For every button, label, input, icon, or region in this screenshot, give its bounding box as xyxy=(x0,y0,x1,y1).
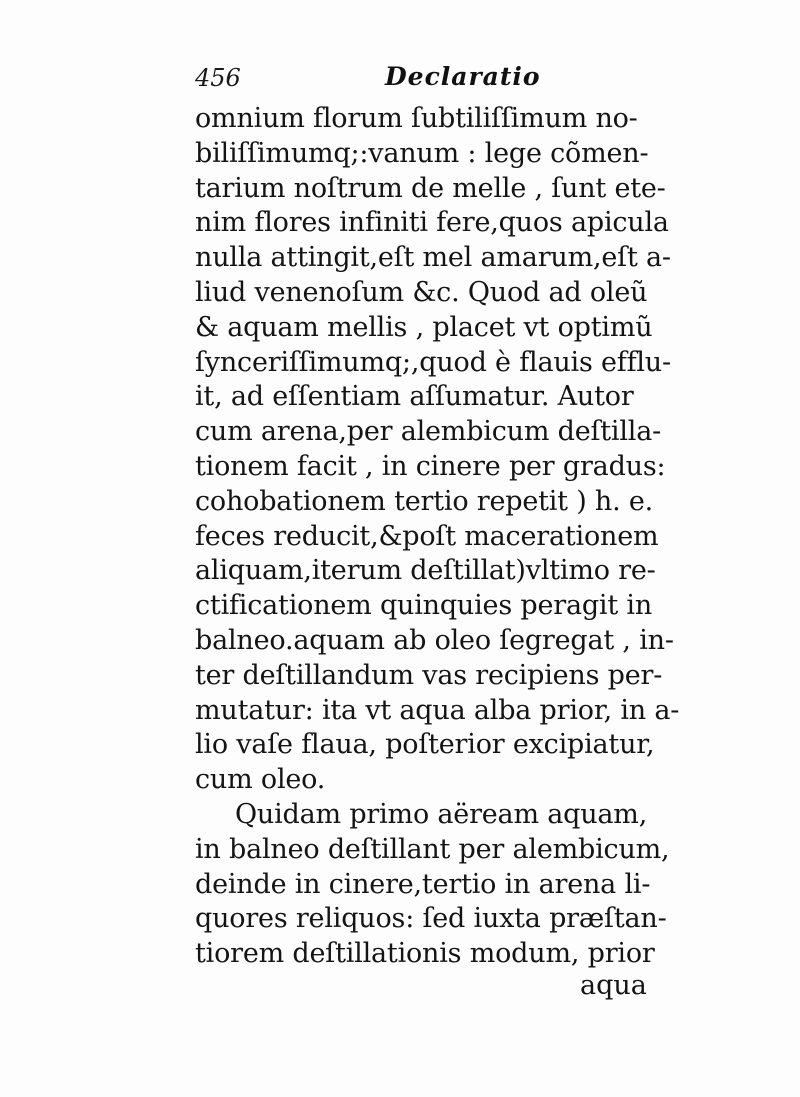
text-line: balneo.aquam ab oleo ſegregat , in- xyxy=(195,624,674,656)
text-line: it, ad eſſentiam aſſumatur. Autor xyxy=(195,381,634,413)
text-line: tionem facit , in cinere per gradus: xyxy=(195,450,666,482)
page-number: 456 xyxy=(195,64,241,92)
text-line: ſynceriſſimumq;,quod è flauis efflu- xyxy=(195,346,671,378)
paragraph-start-line: Quidam primo aëream aquam, xyxy=(235,798,648,830)
text-line: omnium florum ſubtiliſſimum no- xyxy=(195,103,638,134)
text-line: cum oleo. xyxy=(195,764,326,796)
text-line: deinde in cinere,tertio in arena li- xyxy=(195,868,651,900)
page-header xyxy=(195,58,655,98)
text-line: liud venenoſum &c. Quod ad oleũ xyxy=(195,276,648,308)
text-line: aliquam,iterum deſtillat)vltimo re- xyxy=(195,555,656,587)
text-line: ctificationem quinquies peragit in xyxy=(195,590,653,622)
text-line: in balneo deſtillant per alembicum, xyxy=(195,833,670,865)
text-line: nulla attingit,eſt mel amarum,eſt a- xyxy=(195,242,671,274)
body-text xyxy=(195,102,680,972)
text-line: biliſſimumq;:vanum : lege cõmen- xyxy=(195,137,649,169)
text-line: lio vaſe flaua, poſterior excipiatur, xyxy=(195,729,655,761)
text-line: quores reliquos: ſed iuxta præſtan- xyxy=(195,903,667,935)
text-line: cum arena,per alembicum deſtilla- xyxy=(195,416,662,448)
text-line: ter deſtillandum vas recipiens per- xyxy=(195,659,663,691)
text-line: feces reducit,&poſt macerationem xyxy=(195,520,659,552)
text-line: mutatur: ita vt aqua alba prior, in a- xyxy=(195,694,680,726)
text-line: cohobationem tertio repetit ) h. e. xyxy=(195,485,654,517)
text-line: & aquam mellis , placet vt optimũ xyxy=(195,311,653,343)
text-line: nim flores infiniti fere,quos apicula xyxy=(195,207,669,239)
running-head: Declaratio xyxy=(385,62,541,91)
text-line: tiorem deſtillationis modum, prior xyxy=(195,938,655,970)
catchword: aqua xyxy=(580,970,647,1001)
text-line: tarium noſtrum de melle , ſunt ete- xyxy=(195,172,666,204)
